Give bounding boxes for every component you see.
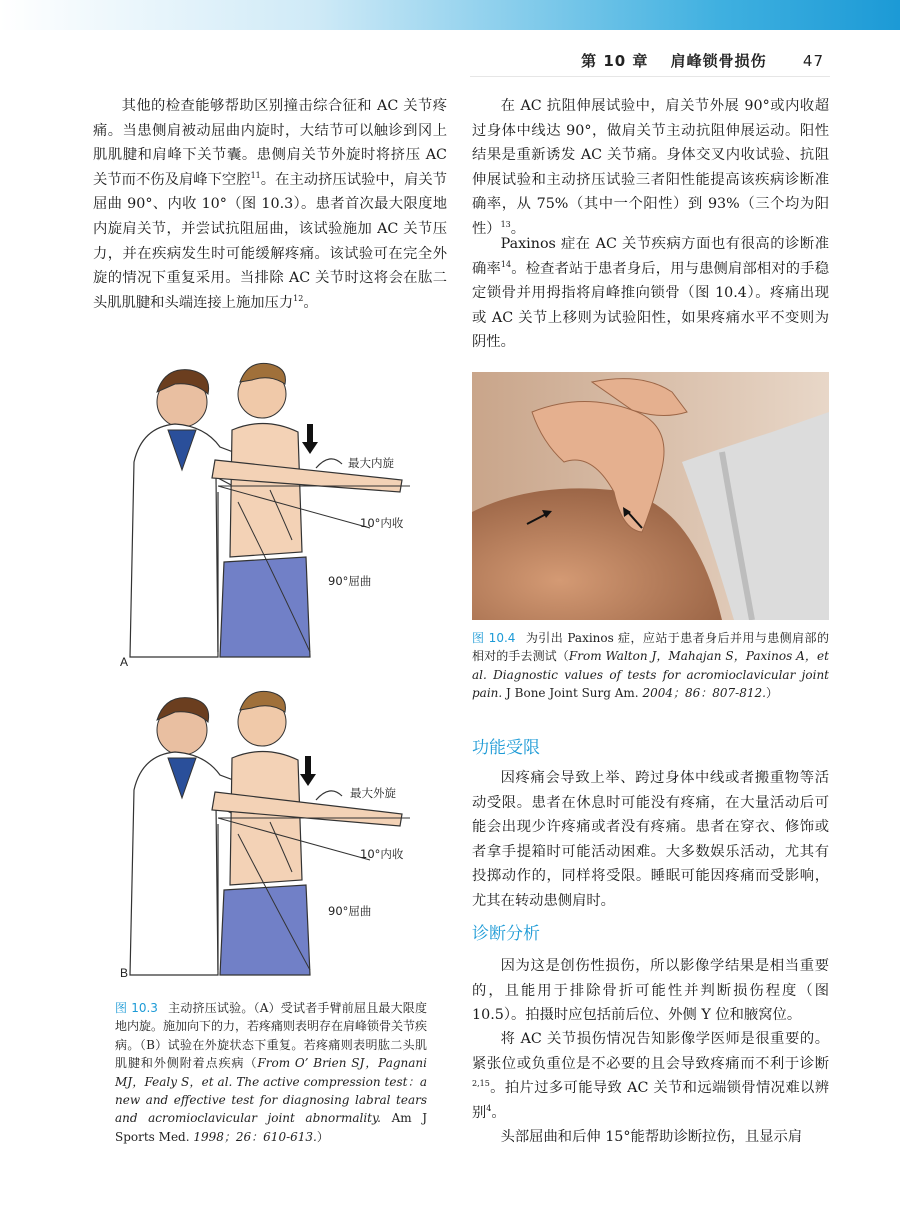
running-header xyxy=(581,50,824,71)
fig-b-panel-label: B xyxy=(120,966,129,980)
figure-10-4-number: 图 10.4 xyxy=(472,631,516,645)
fig-a-adduction-label: 10°内收 xyxy=(360,516,404,530)
fig-b-rotation-label: 最大外旋 xyxy=(350,786,396,800)
diagnostic-paragraph-2: 将 AC 关节损伤情况告知影像学医师是很重要的。紧张位或负重位是不必要的且会导致疼痛而不利于诊断$^{2,15}$。拍片过多可能导致 AC 关节和远端锁骨情况难以辨别$^4$。 xyxy=(472,1031,829,1121)
fig-b-flexion-label: 90°屈曲 xyxy=(328,904,372,918)
right-paragraph-2: Paxinos 症在 AC 关节疾病方面也有很高的诊断准确率$^{14}$。检查者站于患者身后，用与患侧肩部相对的手稳定锁骨并用拇指将肩峰推向锁骨（图 10.4）。疼痛出现或 AC 关节上移则为试验阳性，如果疼痛水平不变则为阴性。 xyxy=(472,236,830,351)
figure-10-3-caption: 图 10.3 主动挤压试验。（A）受试者手臂前屈且最大限度地内旋。施加向下的力，若疼痛则表明存在肩峰锁骨关节疾病。（B）试验在外旋状态下重复。若疼痛则表明肱二头肌肌腱和外侧附着点疾病（From O’ Brien SJ，Pagnani MJ，Fealy S，et al. The active compression test：a new and effective test for diagnosing labral tears and acromioclavicular joint abnormality. Am J Sports Med. 1998；26：610-613.） xyxy=(115,1001,428,1144)
figure-10-4-photo xyxy=(472,372,829,620)
fig-a-rotation-label: 最大内旋 xyxy=(348,456,394,470)
fig-a-panel-label: A xyxy=(120,655,129,669)
page-number: 47 xyxy=(802,52,824,70)
figure-10-4-caption: 图 10.4 为引出 Paxinos 症，应站于患者身后并用与患侧肩部的相对的手去测试（From Walton J，Mahajan S，Paxinos A，et al. Diagnostic values of tests for acromioclavicular joint pain. J Bone Joint Surg Am. 2004；86：807-812.） xyxy=(472,631,829,701)
functional-limitation-paragraph: 因疼痛会导致上举、跨过身体中线或者搬重物等活动受限。患者在休息时可能没有疼痛，在大量活动后可能会出现少许疼痛或者没有疼痛。患者在穿衣、修饰或者拿手提箱时可能活动困难。大多数娱乐活动，尤其有投掷动作的，同样将受限。睡眠可能因疼痛而受影响，尤其在转动患侧肩时。 xyxy=(472,770,829,909)
top-color-band xyxy=(0,0,900,30)
right-paragraph-1: 在 AC 抗阻伸展试验中，肩关节外展 90°或内收超过身体中线达 90°，做肩关节主动抗阻伸展运动。阳性结果是重新诱发 AC 关节痛。身体交叉内收试验、抗阻伸展试验和主动挤压试验三者阳性能提高该疾病诊断准确率，从 75%（其中一个阳性）到 93%（三个均为阳性）$^{13}$。 xyxy=(472,98,829,237)
fig-a-flexion-label: 90°屈曲 xyxy=(328,574,372,588)
figure-10-3-number: 图 10.3 xyxy=(115,1001,158,1015)
section-heading-functional-limitation: 功能受限 xyxy=(472,738,540,758)
header-divider xyxy=(470,76,830,77)
diagnostic-paragraph-3: 头部屈曲和后伸 15°能帮助诊断拉伤，且显示肩 xyxy=(500,1129,803,1145)
diagnostic-paragraph-1: 因为这是创伤性损伤，所以影像学结果是相当重要的，且能用于排除骨折可能性并判断损伤程度（图 10.5）。拍摄时应包括前后位、外侧 Y 位和腋窝位。 xyxy=(472,958,829,1024)
figure-10-3-b-illustration xyxy=(120,680,420,980)
figure-10-3-a-illustration xyxy=(120,352,420,667)
fig-b-adduction-label: 10°内收 xyxy=(360,847,404,861)
chapter-title: 肩峰锁骨损伤 xyxy=(670,52,767,70)
chapter-number: 第 10 章 xyxy=(581,52,649,70)
section-heading-diagnostic-analysis: 诊断分析 xyxy=(472,924,540,944)
left-paragraph-1: 其他的检查能够帮助区别撞击综合征和 AC 关节疼痛。当患侧肩被动屈曲内旋时，大结节可以触诊到冈上肌肌腱和肩峰下关节囊。患侧肩关节外旋时将挤压 AC 关节而不伤及肩峰下空腔$^{11}$。在主动挤压试验中，肩关节屈曲 90°、内收 10°（图 10.3）。患者首次最大限度地内旋肩关节，并尝试抗阻屈曲，该试验施加 AC 关节压力，并在疾病发生时可能缓解疼痛。该试验可在完全外旋的情况下重复采用。当排除 AC 关节时这将会在肱二头肌肌腱和头端连接上施加压力$^{12}$。 xyxy=(93,98,448,311)
